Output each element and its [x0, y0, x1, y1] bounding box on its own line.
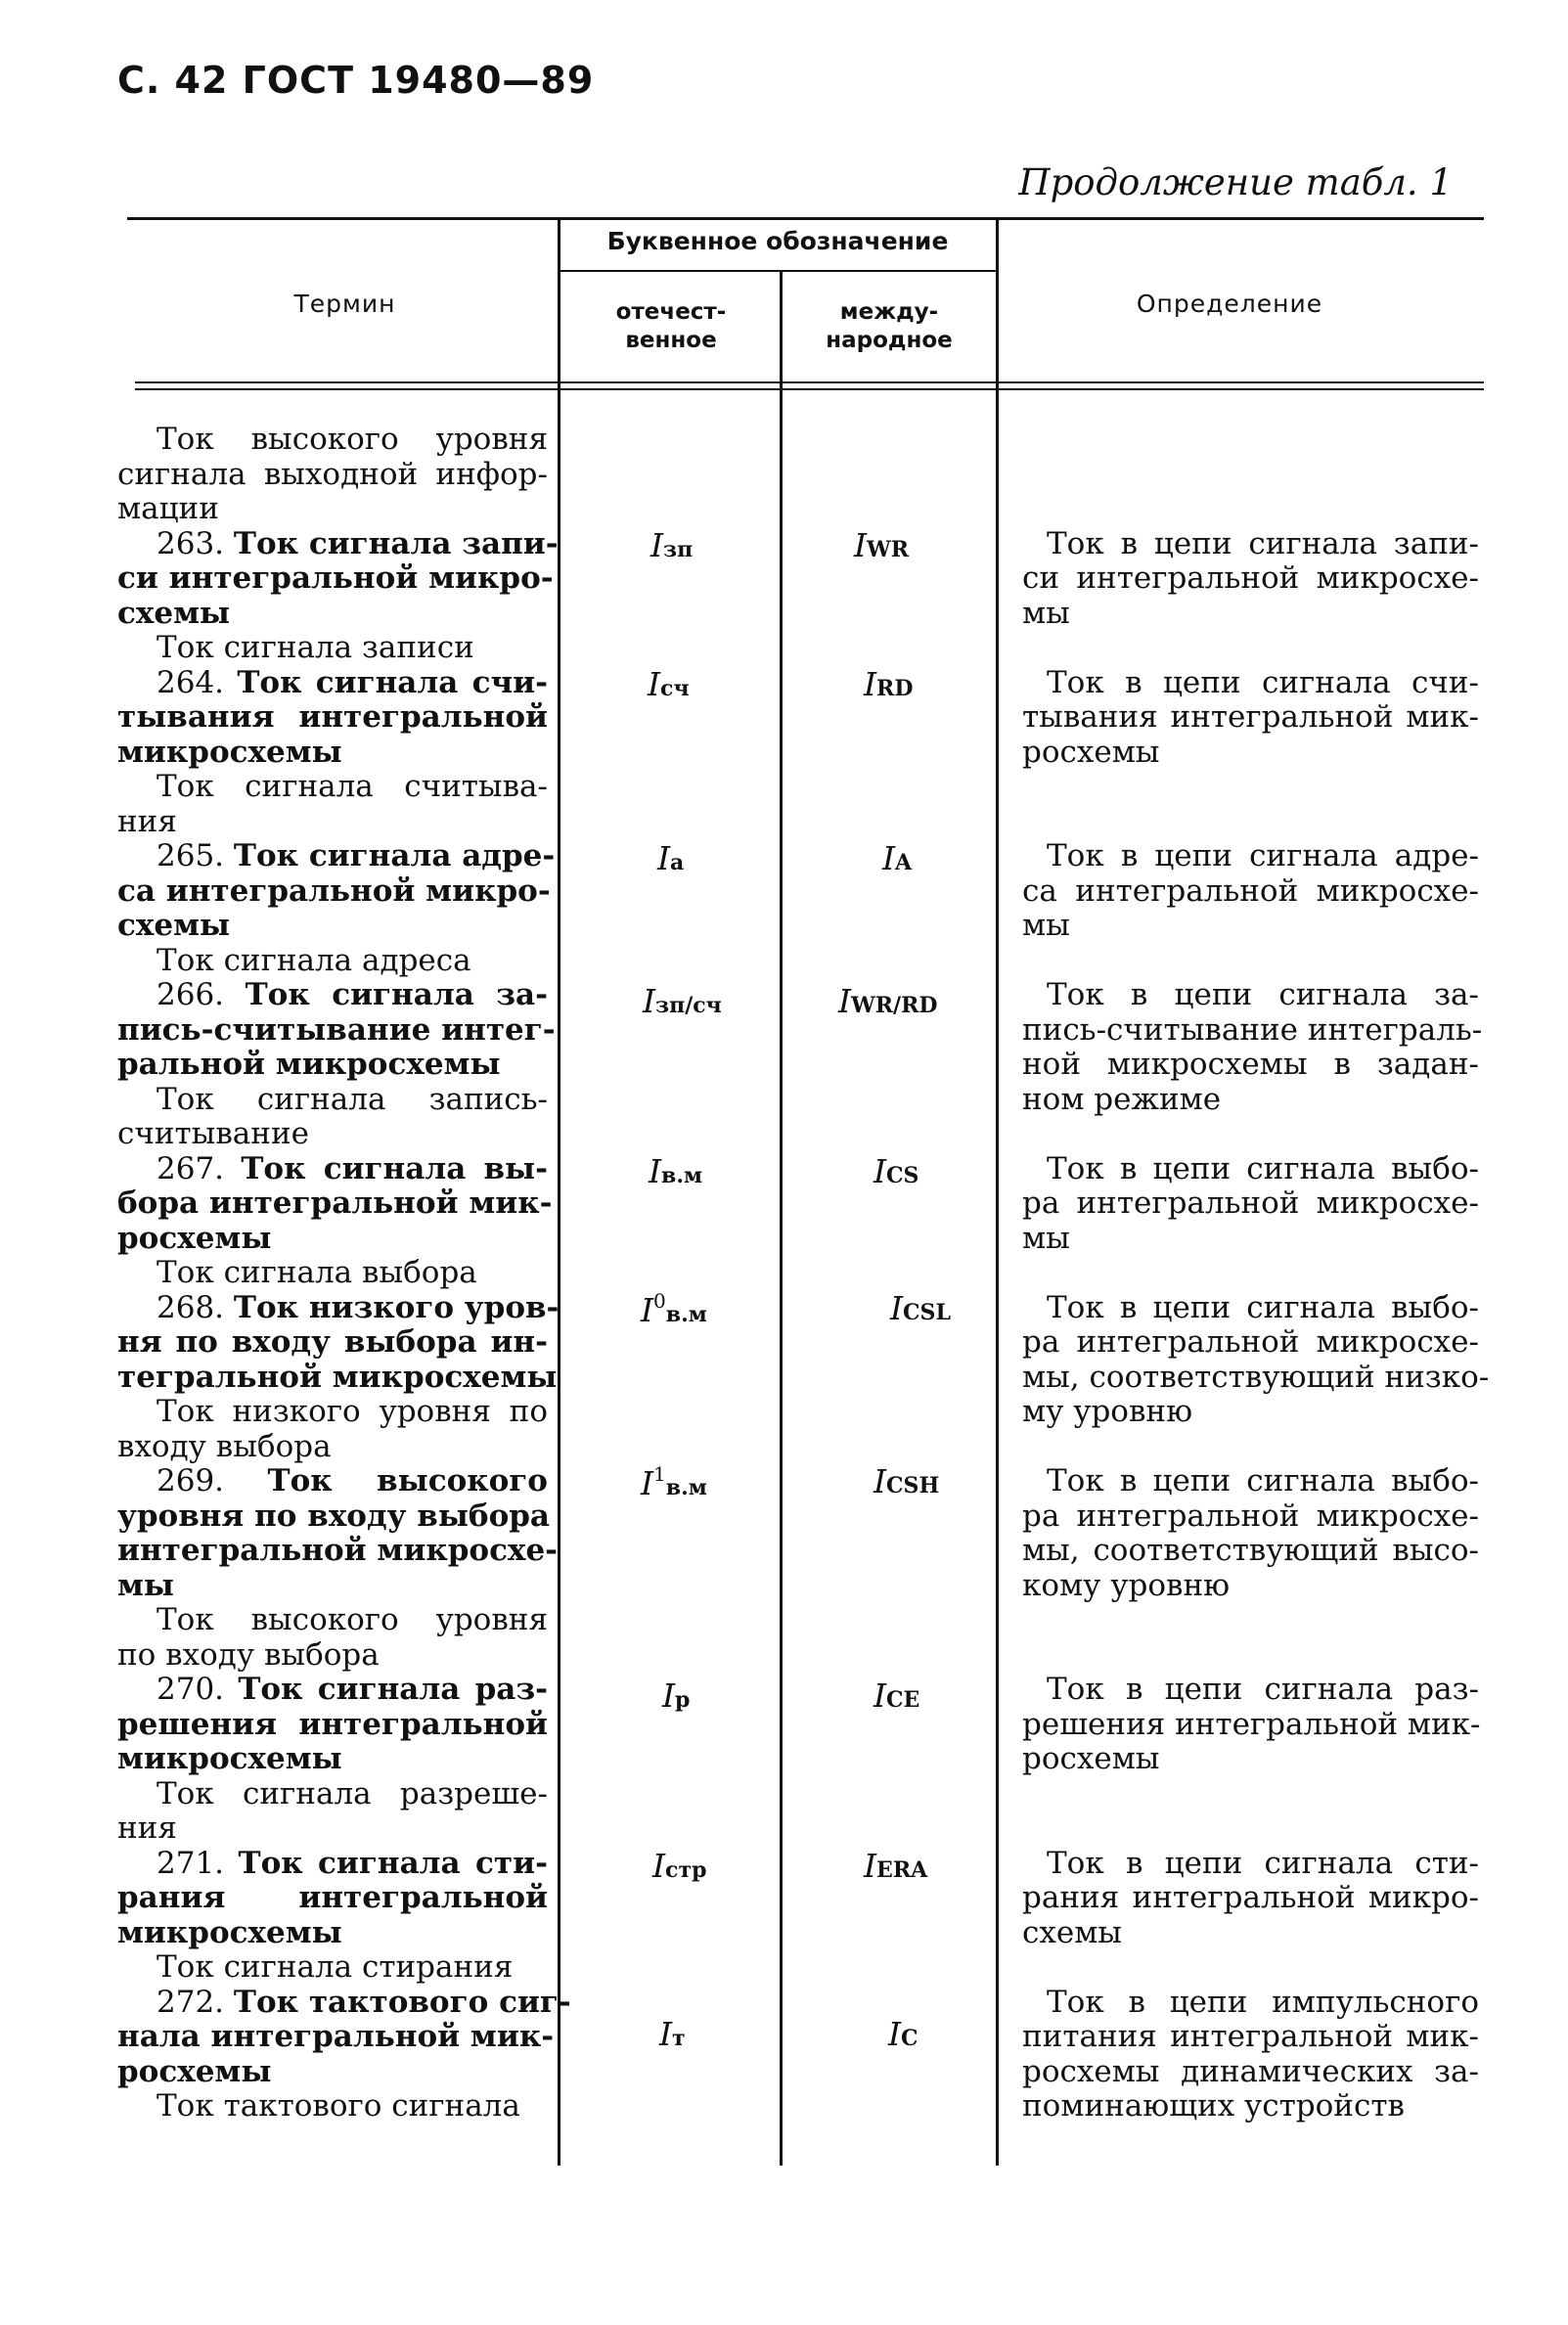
- term-line: 271. Ток сигнала сти-: [157, 1845, 548, 1881]
- term-line: си интегральной микро-: [117, 560, 554, 596]
- domestic-symbol: Iзп/сч: [643, 982, 722, 1020]
- term-line: 269. Ток высокого: [157, 1463, 548, 1498]
- term-line: 270. Ток сигнала раз-: [157, 1672, 548, 1707]
- term-line: схемы: [117, 595, 231, 631]
- definition-line: Ток в цепи сигнала адре-: [1047, 838, 1479, 873]
- term-line: Ток сигнала стирания: [157, 1949, 514, 1985]
- domestic-symbol: Iр: [662, 1677, 691, 1715]
- definition-line: Ток в цепи импульсного: [1047, 1984, 1479, 2020]
- term-line: мации: [117, 491, 219, 526]
- definition-line: мы: [1022, 595, 1070, 631]
- letter-designation-rule: [560, 270, 998, 272]
- domestic-symbol: Iстр: [652, 1847, 707, 1885]
- term-line: Ток тактового сигнала: [157, 2088, 520, 2124]
- table-top-rule: [127, 217, 1484, 220]
- column-divider-term: [558, 219, 560, 2166]
- term-line: 268. Ток низкого уров-: [157, 1289, 560, 1325]
- term-line: 264. Ток сигнала счи-: [157, 664, 548, 700]
- page-header: С. 42 ГОСТ 19480—89: [117, 59, 595, 102]
- international-symbol: IA: [882, 839, 913, 877]
- international-symbol: ICE: [874, 1677, 920, 1715]
- term-line: рания интегральной: [117, 1880, 548, 1915]
- definition-line: мы, соответствующий высо-: [1022, 1533, 1479, 1568]
- header-term: Термин: [293, 290, 396, 318]
- header-definition: Определение: [1136, 290, 1323, 318]
- column-divider-domestic: [780, 270, 783, 2166]
- term-line: считывание: [117, 1116, 309, 1151]
- definition-line: тывания интегральной мик-: [1022, 699, 1479, 735]
- definition-line: си интегральной микросхе-: [1022, 560, 1479, 596]
- domestic-symbol: $I^0в.м$: [641, 1289, 707, 1329]
- table-continuation-label: Продолжение табл. 1: [1018, 161, 1453, 203]
- definition-line: пись-считывание интеграль-: [1022, 1011, 1483, 1048]
- domestic-symbol: Iв.м: [649, 1152, 703, 1190]
- term-line: Ток высокого уровня: [157, 422, 548, 457]
- international-symbol: IC: [888, 2015, 918, 2053]
- definition-line: мы, соответствующий низко-: [1022, 1359, 1490, 1395]
- term-line: входу выбора: [117, 1428, 332, 1464]
- term-line: Ток низкого уровня по: [157, 1394, 548, 1429]
- term-line: росхемы: [117, 1220, 272, 1256]
- definition-line: ра интегральной микросхе-: [1022, 1324, 1479, 1360]
- term-line: микросхемы: [117, 734, 342, 770]
- term-line: ня по входу выбора ин-: [117, 1324, 548, 1360]
- term-line: нала интегральной мик-: [117, 2019, 555, 2054]
- header-international: между- народное: [826, 299, 953, 353]
- international-symbol: ICS: [874, 1152, 919, 1190]
- term-line: Ток сигнала выбора: [157, 1255, 477, 1290]
- term-line: ния: [117, 803, 177, 839]
- definition-line: росхемы: [1022, 1741, 1160, 1776]
- header-bottom-rule-1: [135, 381, 1484, 383]
- definition-line: Ток в цепи сигнала выбо-: [1047, 1289, 1479, 1325]
- definition-line: му уровню: [1022, 1394, 1193, 1429]
- definition-line: росхемы динамических за-: [1022, 2053, 1479, 2089]
- header-bottom-rule-2: [135, 388, 1484, 390]
- term-line: са интегральной микро-: [117, 872, 551, 909]
- term-line: микросхемы: [117, 1741, 342, 1776]
- domestic-symbol: Iт: [659, 2015, 686, 2053]
- definition-line: решения интегральной мик-: [1022, 1706, 1481, 1742]
- domestic-symbol: Iсч: [648, 665, 690, 703]
- definition-line: Ток в цепи сигнала счи-: [1047, 664, 1479, 700]
- header-domestic: отечест- венное: [615, 299, 727, 353]
- term-line: 263. Ток сигнала запи-: [157, 525, 559, 561]
- definition-line: мы: [1022, 908, 1070, 943]
- term-line: 266. Ток сигнала за-: [157, 977, 548, 1012]
- definition-line: ной микросхемы в задан-: [1022, 1047, 1479, 1082]
- term-line: схемы: [117, 908, 231, 943]
- term-line: сигнала выходной инфор-: [117, 456, 548, 492]
- term-line: Ток сигнала разреше-: [157, 1775, 548, 1811]
- header-letter-designation: Буквенное обозначение: [606, 227, 949, 255]
- term-line: тегральной микросхемы: [117, 1359, 558, 1395]
- international-symbol: IWR/RD: [838, 982, 938, 1020]
- term-line: тывания интегральной: [117, 699, 548, 735]
- domestic-symbol: $I^1в.м$: [641, 1462, 707, 1502]
- domestic-symbol: Iа: [657, 839, 685, 877]
- international-symbol: ICSL: [890, 1289, 951, 1327]
- term-line: Ток сигнала считыва-: [157, 769, 548, 804]
- international-symbol: IRD: [864, 665, 914, 703]
- definition-line: схемы: [1022, 1914, 1122, 1950]
- term-line: пись-считывание интег-: [117, 1011, 556, 1048]
- term-line: уровня по входу выбора: [117, 1498, 551, 1534]
- term-line: 267. Ток сигнала вы-: [157, 1150, 548, 1186]
- term-line: микросхемы: [117, 1914, 342, 1950]
- international-symbol: ICSH: [874, 1462, 940, 1500]
- definition-line: ра интегральной микросхе-: [1022, 1185, 1479, 1221]
- definition-line: Ток в цепи сигнала за-: [1047, 977, 1479, 1012]
- definition-line: Ток в цепи сигнала выбо-: [1047, 1150, 1479, 1186]
- definition-line: мы: [1022, 1220, 1070, 1256]
- term-line: ния: [117, 1811, 177, 1846]
- term-line: по входу выбора: [117, 1636, 380, 1673]
- definition-line: рания интегральной микро-: [1022, 1880, 1479, 1915]
- definition-line: поминающих устройств: [1022, 2088, 1405, 2124]
- definition-line: росхемы: [1022, 734, 1160, 770]
- definition-line: ра интегральной микросхе-: [1022, 1498, 1479, 1534]
- definition-line: са интегральной микросхе-: [1022, 872, 1479, 909]
- column-divider-international: [996, 219, 999, 2166]
- term-line: Ток сигнала записи: [157, 630, 474, 665]
- definition-line: Ток в цепи сигнала выбо-: [1047, 1463, 1479, 1498]
- international-symbol: IWR: [854, 526, 910, 564]
- definition-line: Ток в цепи сигнала раз-: [1047, 1672, 1479, 1707]
- domestic-symbol: Iзп: [650, 526, 694, 564]
- definition-line: ном режиме: [1022, 1081, 1222, 1117]
- international-symbol: IERA: [864, 1847, 928, 1885]
- term-line: интегральной микросхе-: [117, 1533, 559, 1568]
- term-line: Ток высокого уровня: [157, 1602, 548, 1637]
- definition-line: Ток в цепи сигнала запи-: [1047, 525, 1479, 561]
- definition-line: Ток в цепи сигнала сти-: [1047, 1845, 1479, 1881]
- term-line: 265. Ток сигнала адре-: [157, 838, 556, 873]
- term-line: росхемы: [117, 2053, 272, 2089]
- term-line: решения интегральной: [117, 1706, 548, 1742]
- definition-line: кому уровню: [1022, 1567, 1231, 1603]
- term-line: мы: [117, 1567, 175, 1603]
- term-line: 272. Ток тактового сиг-: [157, 1984, 571, 2020]
- term-line: бора интегральной мик-: [117, 1185, 553, 1221]
- term-line: ральной микросхемы: [117, 1047, 501, 1082]
- term-line: Ток сигнала запись-: [157, 1081, 548, 1117]
- definition-line: питания интегральной мик-: [1022, 2019, 1479, 2054]
- term-line: Ток сигнала адреса: [157, 942, 471, 978]
